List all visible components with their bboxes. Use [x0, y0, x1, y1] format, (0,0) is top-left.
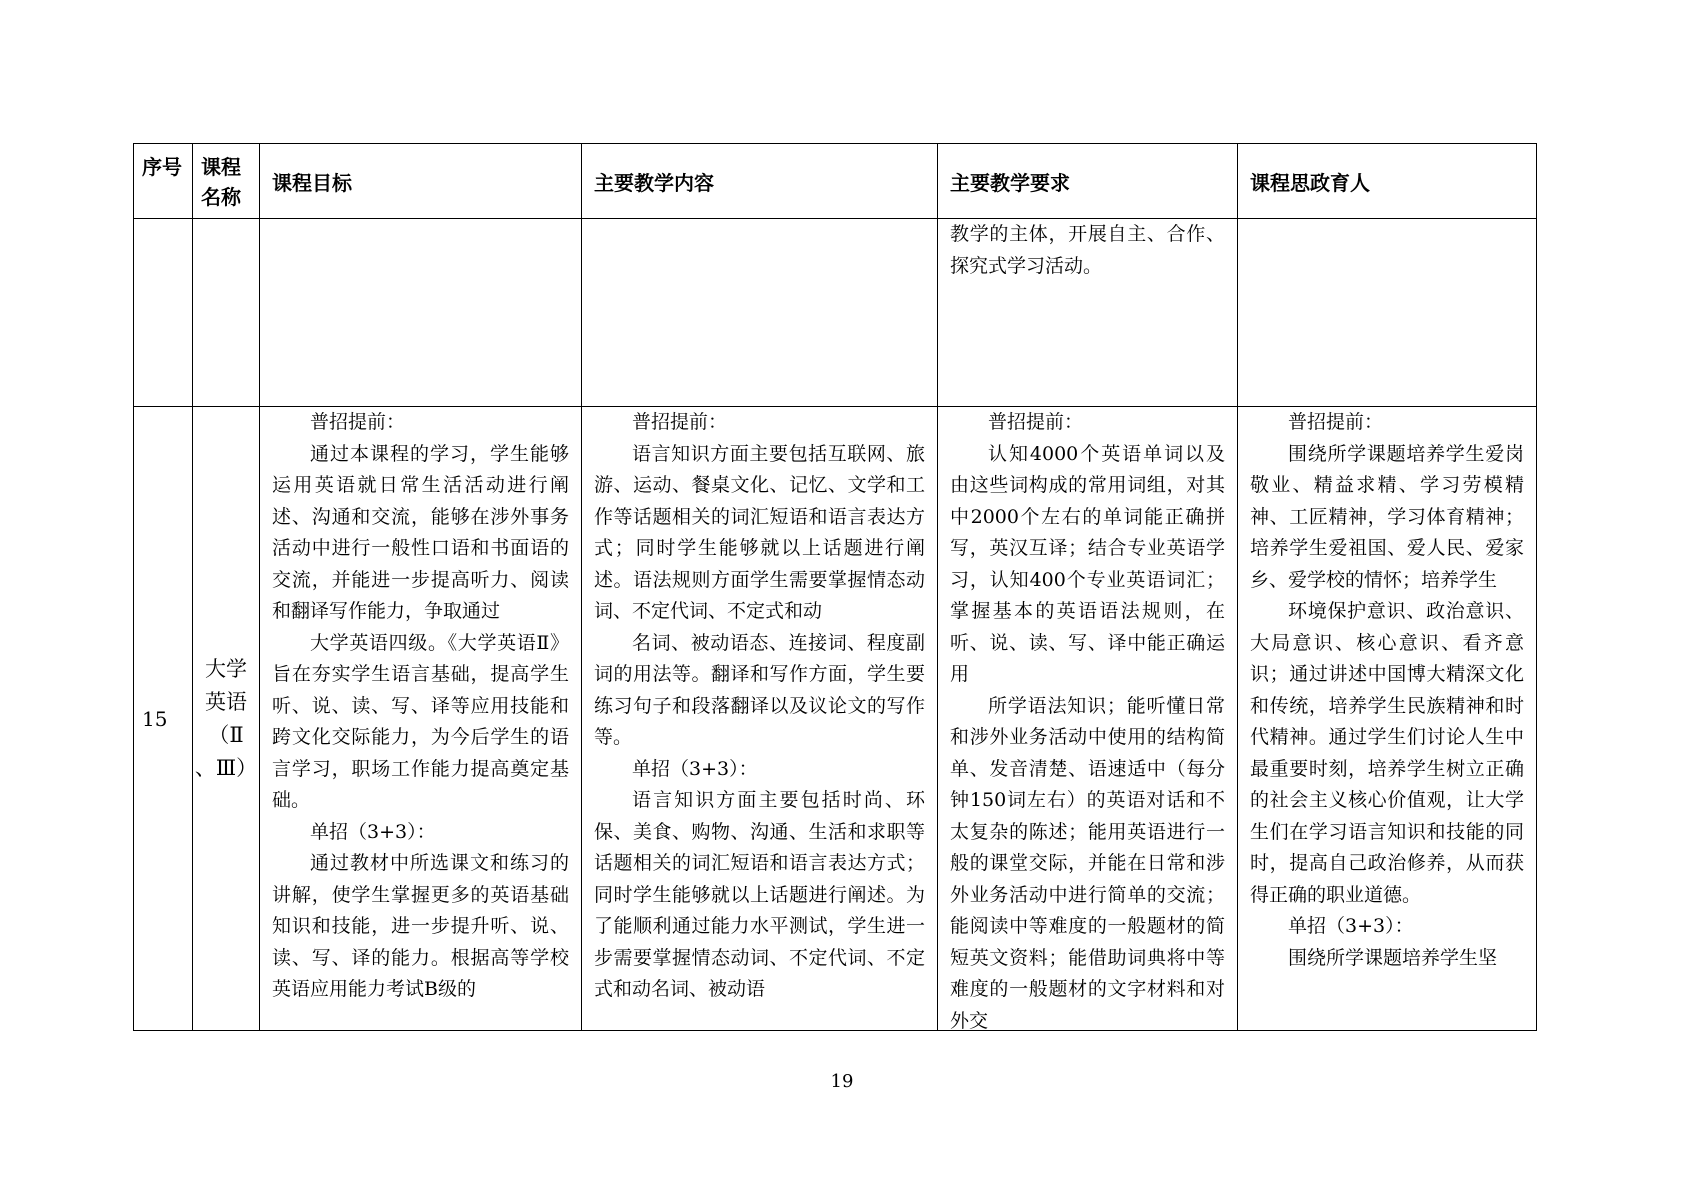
content-paragraph: 语言知识方面主要包括互联网、旅游、运动、餐桌文化、记忆、文学和工作等话题相关的词汇短语和语言表达方式；同时学生能够就以上话题进行阐述。语法规则方面学生需要掌握情态动词、不定代词、不定式和动 [594, 442, 925, 622]
course-requirements-text [938, 407, 1237, 1030]
ideology-paragraph: 环境保护意识、政治意识、大局意识、核心意识、看齐意识；通过讲述中国博大精深文化和传统，培养学生民族精神和时代精神。通过学生们讨论人生中最重要时刻，培养学生树立正确的社会主义核心价值观，让大学生们在学习语言知识和技能的同时，提高自己政治修养，从而获得正确的职业道德。 [1250, 600, 1524, 906]
content-paragraph: 普招提前： [632, 411, 728, 433]
course-content-cell [582, 407, 938, 1031]
course-content-text [582, 407, 937, 1006]
cont-ideology-cell [1238, 219, 1537, 407]
requirement-paragraph: 所学语法知识；能听懂日常和涉外业务活动中使用的结构简单、发音清楚、语速适中（每分钟150词左右）的英语对话和不太复杂的陈述；能用英语进行一般的课堂交际，并能在日常和涉外业务活动中进行简单的交流；能阅读中等难度的一般题材的简短英文资料；能借助词典将中等难度的一般题材的文字材料和对外交 [950, 694, 1225, 1030]
course-table [133, 143, 1537, 1031]
cont-requirements-text: 教学的主体，开展自主、合作、探究式学习活动。 [950, 223, 1225, 277]
requirement-paragraph: 认知4000个英语单词以及由这些词构成的常用词组，对其中2000个左右的单词能正确拼写，英汉互译；结合专业英语学习，认知400个专业英语词汇；掌握基本的英语语法规则，在听、说、读、写、译中能正确运用 [950, 442, 1225, 685]
goal-paragraph: 普招提前： [310, 411, 406, 433]
header-teaching-requirements: 主要教学要求 [938, 144, 1238, 219]
ideology-paragraph: 普招提前： [1288, 411, 1384, 433]
cont-goal-cell [260, 219, 582, 407]
course-goal-text [260, 407, 581, 1006]
goal-paragraph: 通过教材中所选课文和练习的讲解，使学生掌握更多的英语基础知识和技能，进一步提升听、说、读、写、译的能力。根据高等学校英语应用能力考试B级的 [272, 852, 569, 1000]
header-seq: 序号 [134, 144, 193, 219]
course-requirements-cell [938, 407, 1238, 1031]
course-name-line: 大学 [205, 656, 247, 681]
course-name-line: 、Ⅲ） [194, 755, 258, 780]
goal-paragraph: 通过本课程的学习，学生能够运用英语就日常生活活动进行阐述、沟通和交流，能够在涉外事务活动中进行一般性口语和书面语的交流，并能进一步提高听力、阅读和翻译写作能力，争取通过 [272, 442, 569, 622]
ideology-paragraph: 围绕所学课题培养学生爱岗敬业、精益求精、学习劳模精神、工匠精神，学习体育精神；培养学生爱祖国、爱人民、爱家乡、爱学校的情怀；培养学生 [1250, 442, 1524, 591]
content-paragraph: 单招（3+3）： [632, 757, 758, 780]
course-row [134, 407, 1537, 1031]
course-name [193, 407, 260, 1031]
header-ideology: 课程思政育人 [1238, 144, 1537, 219]
content-paragraph: 语言知识方面主要包括时尚、环保、美食、购物、沟通、生活和求职等话题相关的词汇短语和语言表达方式；同时学生能够就以上话题进行阐述。为了能顺利通过能力水平测试，学生进一步需要掌握情态动词、不定代词、不定式和动名词、被动语 [594, 789, 925, 1000]
content-paragraph: 名词、被动语态、连接词、程度副词的用法等。翻译和写作方面，学生要练习句子和段落翻译以及议论文的写作等。 [594, 631, 925, 748]
course-ideology-cell [1238, 407, 1537, 1031]
cont-seq-cell [134, 219, 193, 407]
header-teaching-content: 主要教学内容 [582, 144, 938, 219]
requirement-paragraph: 普招提前： [988, 411, 1084, 433]
header-row [134, 144, 1537, 219]
course-goal-cell [260, 407, 582, 1031]
continuation-row [134, 219, 1537, 407]
cont-content-cell [582, 219, 938, 407]
cont-requirements-cell [938, 219, 1238, 407]
goal-paragraph: 单招（3+3）： [310, 820, 436, 843]
goal-paragraph: 大学英语四级。《大学英语Ⅱ》旨在夯实学生语言基础，提高学生听、说、读、写、译等应用技能和跨文化交际能力，为今后学生的语言学习，职场工作能力提高奠定基础。 [272, 631, 569, 811]
page-number: 19 [830, 1071, 854, 1092]
course-ideology-text [1238, 407, 1536, 974]
ideology-paragraph: 单招（3+3）： [1288, 915, 1414, 937]
course-name-line: 英语 [205, 689, 247, 714]
course-seq: 15 [134, 407, 193, 1031]
ideology-paragraph: 围绕所学课题培养学生坚 [1288, 946, 1498, 969]
header-course-goal: 课程目标 [260, 144, 582, 219]
course-name-line: （Ⅱ [208, 722, 244, 747]
header-course-name: 课程名称 [193, 144, 260, 219]
cont-name-cell [193, 219, 260, 407]
